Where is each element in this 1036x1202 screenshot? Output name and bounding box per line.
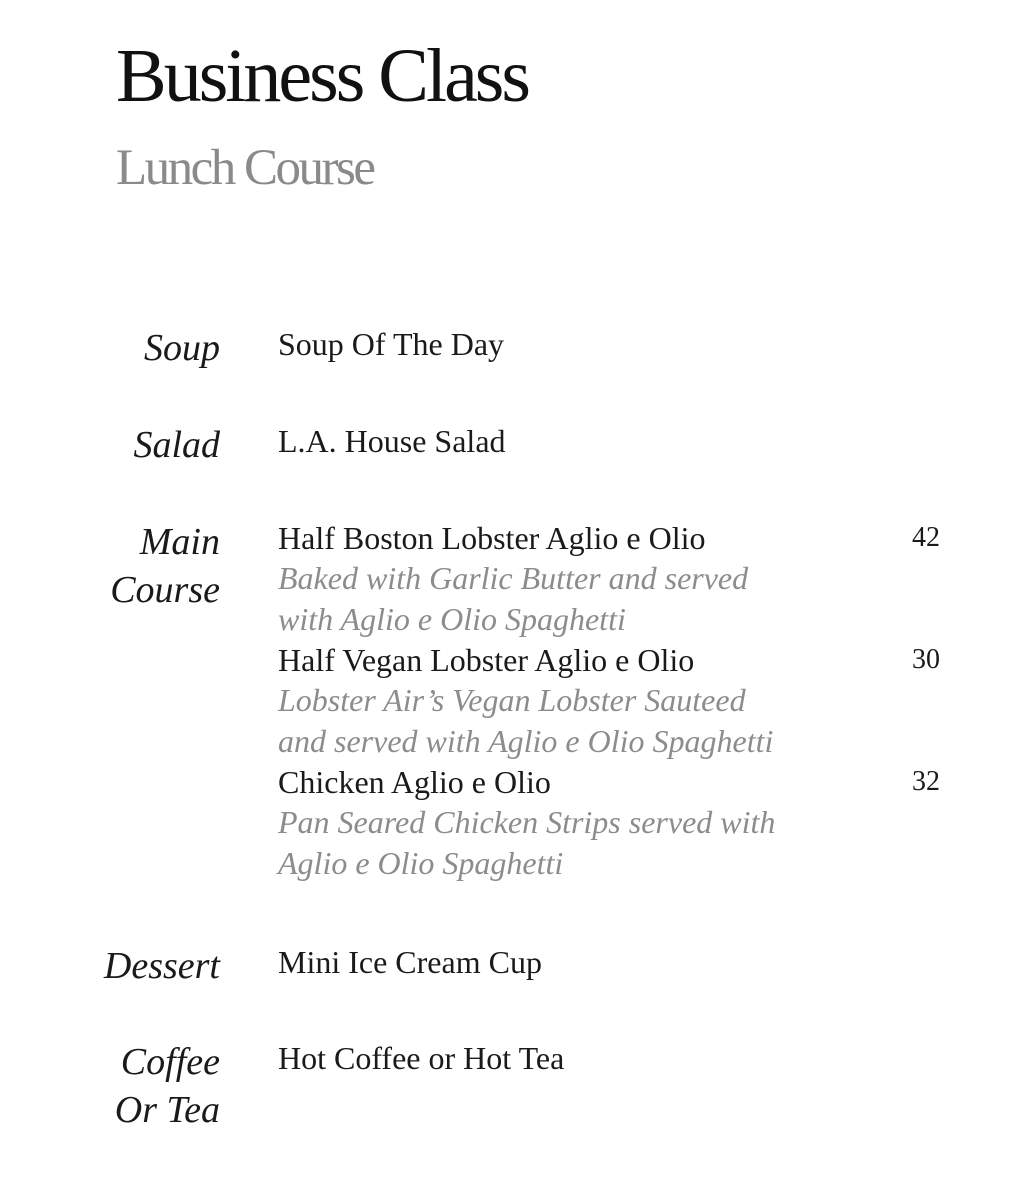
section-label-line: Coffee	[120, 1041, 220, 1083]
section-label-coffee-or-tea	[20, 1038, 220, 1134]
section-items-soup	[278, 324, 968, 364]
section-label-line: Course	[110, 569, 220, 611]
item-description	[278, 558, 858, 640]
section-label-dessert: Dessert	[103, 945, 220, 987]
menu-item	[278, 324, 968, 364]
section-items-salad	[278, 421, 968, 461]
section-label-line: Main	[139, 521, 220, 563]
item-price: 42	[912, 522, 940, 553]
item-name: Soup Of The Day	[278, 326, 505, 362]
menu-item	[278, 762, 968, 884]
section-label-soup: Soup	[144, 327, 220, 369]
menu-item	[278, 942, 968, 982]
item-description	[278, 802, 858, 884]
menu-item	[278, 518, 968, 640]
item-name: Mini Ice Cream Cup	[278, 944, 542, 980]
section-items-coffee-or-tea	[278, 1038, 968, 1078]
item-description-line: with Aglio e Olio Spaghetti	[278, 601, 626, 637]
item-description-line: and served with Aglio e Olio Spaghetti	[278, 723, 774, 759]
item-name: Half Vegan Lobster Aglio e Olio	[278, 642, 695, 678]
menu-item	[278, 421, 968, 461]
item-description-line: Lobster Air’s Vegan Lobster Sauteed	[278, 682, 746, 718]
section-items-main-course	[278, 518, 968, 884]
item-description-line: Pan Seared Chicken Strips served with	[278, 804, 776, 840]
item-description-line: Baked with Garlic Butter and served	[278, 560, 749, 596]
item-name: Half Boston Lobster Aglio e Olio	[278, 520, 706, 556]
page-title: Business Class	[116, 34, 528, 118]
section-label-line: Or Tea	[114, 1089, 220, 1131]
menu-item	[278, 640, 968, 762]
item-description-line: Aglio e Olio Spaghetti	[278, 845, 564, 881]
section-items-dessert	[278, 942, 968, 982]
item-name: Chicken Aglio e Olio	[278, 764, 551, 800]
item-price: 30	[912, 644, 940, 675]
page-subtitle: Lunch Course	[116, 140, 374, 196]
item-name: Hot Coffee or Hot Tea	[278, 1040, 565, 1076]
menu-item	[278, 1038, 968, 1078]
section-label-main-course	[20, 518, 220, 614]
section-label-salad: Salad	[133, 424, 220, 466]
item-price: 32	[912, 766, 940, 797]
item-name: L.A. House Salad	[278, 423, 506, 459]
item-description	[278, 680, 858, 762]
